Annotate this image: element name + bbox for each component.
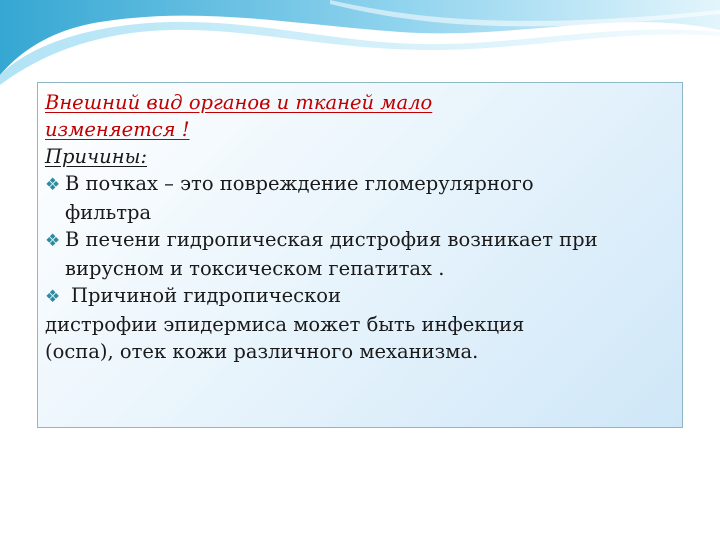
diamond-bullet-icon: ❖ [45, 175, 61, 195]
bullet-item-liver: ❖ В печени гидропическая дистрофия возникает при [45, 226, 676, 255]
bullet-item-liver-cont: вирусном и токсическом гепатитах . [65, 257, 445, 280]
content-box [37, 82, 683, 428]
top-wave-decoration [0, 0, 720, 90]
bullet-item-kidneys-cont: фильтра [65, 201, 152, 224]
diamond-bullet-icon: ❖ [45, 287, 61, 307]
bullet-item-kidneys: ❖ В почках – это повреждение гломерулярного [45, 170, 676, 199]
causes-label: Причины: [45, 145, 148, 168]
bullet-item-epidermis: ❖ Причиной гидропическои [45, 282, 676, 311]
diamond-bullet-icon: ❖ [45, 231, 61, 251]
slide-heading-line2: изменяется ! [45, 118, 190, 141]
slide-heading-line1: Внешний вид органов и тканей мало [45, 91, 433, 114]
paragraph-line1: дистрофии эпидермиса может быть инфекция [45, 313, 525, 336]
paragraph-line2: (оспа), отек кожи различного механизма. [45, 340, 479, 363]
